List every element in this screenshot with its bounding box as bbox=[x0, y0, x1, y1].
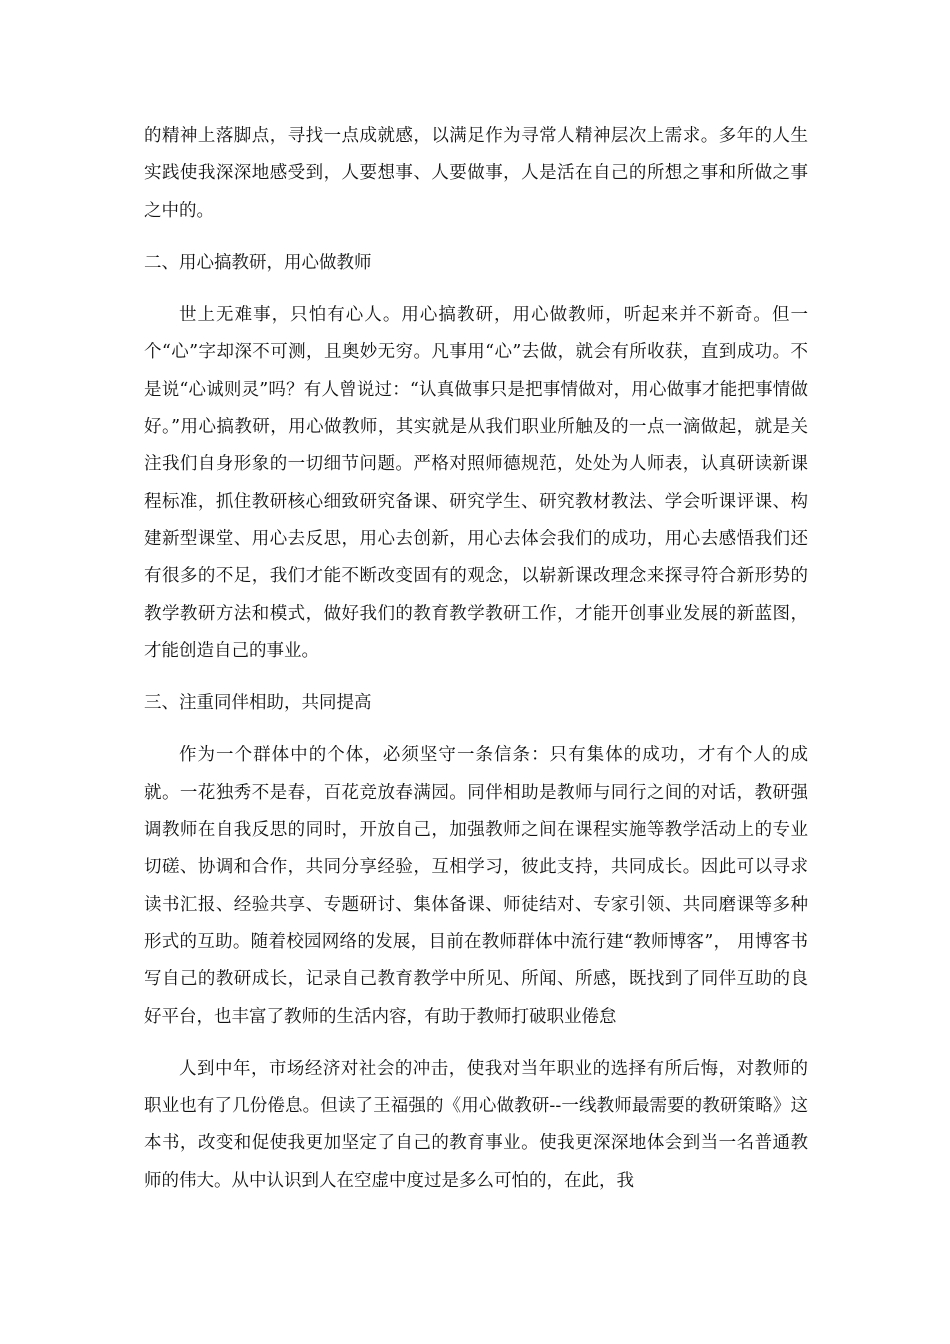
body-paragraph: 世上无难事，只怕有心人。用心搞教研，用心做教师，听起来并不新奇。但一个“心”字却深不可测，且奥妙无穷。凡事用“心”去做，就会有所收获，直到成功。不是说“心诚则灵”吗？有人曾说过：“认真做事只是把事情做对，用心做事才能把事情做好。”用心搞教研，用心做教师，其实就是从我们职业所触及的一点一滴做起，就是关注我们自身形象的一切细节问题。严格对照师德规范，处处为人师表，认真研读新课程标准，抓住教研核心细致研究备课、研究学生、研究教材教法、学会听课评课、构建新型课堂、用心去反思，用心去创新，用心去体会我们的成功，用心去感悟我们还有很多的不足，我们才能不断改变固有的观念，以崭新课改理念来探寻符合新形势的教学教研方法和模式，做好我们的教育教学教研工作，才能开创事业发展的新蓝图，才能创造自己的事业。 bbox=[144, 305, 808, 661]
section-heading-three: 三、注重同伴相助，共同提高 bbox=[144, 693, 372, 714]
body-paragraph: 人到中年，市场经济对社会的冲击，使我对当年职业的选择有所后悔，对教师的职业也有了几份倦息。但读了王福强的《用心做教研--一线教师最需要的教研策略》这本书，改变和促使我更加坚定了自己的教育事业。使我更深深地体会到当一名普通教师的伟大。从中认识到人在空虚中度过是多么可怕的，在此，我 bbox=[144, 1058, 808, 1191]
section-heading-two: 二、用心搞教研，用心做教师 bbox=[144, 252, 372, 273]
continuation-paragraph: 的精神上落脚点，寻找一点成就感，以满足作为寻常人精神层次上需求。多年的人生实践使我深深地感受到，人要想事、人要做事，人是活在自己的所想之事和所做之事之中的。 bbox=[144, 126, 808, 221]
body-paragraph: 作为一个群体中的个体，必须坚守一条信条：只有集体的成功，才有个人的成就。一花独秀不是春，百花竞放春满园。同伴相助是教师与同行之间的对话，教研强调教师在自我反思的同时，开放自己，加强教师之间在课程实施等教学活动上的专业切磋、协调和合作，共同分享经验，互相学习，彼此支持，共同成长。因此可以寻求读书汇报、经验共享、专题研讨、集体备课、师徒结对、专家引领、共同磨课等多种形式的互助。随着校园网络的发展，目前在教师群体中流行建“教师博客”， 用博客书写自己的教研成长，记录自己教育教学中所见、所闻、所感，既找到了同伴互助的良好平台，也丰富了教师的生活内容，有助于教师打破职业倦怠 bbox=[144, 745, 808, 1027]
document-page bbox=[144, 118, 808, 1215]
